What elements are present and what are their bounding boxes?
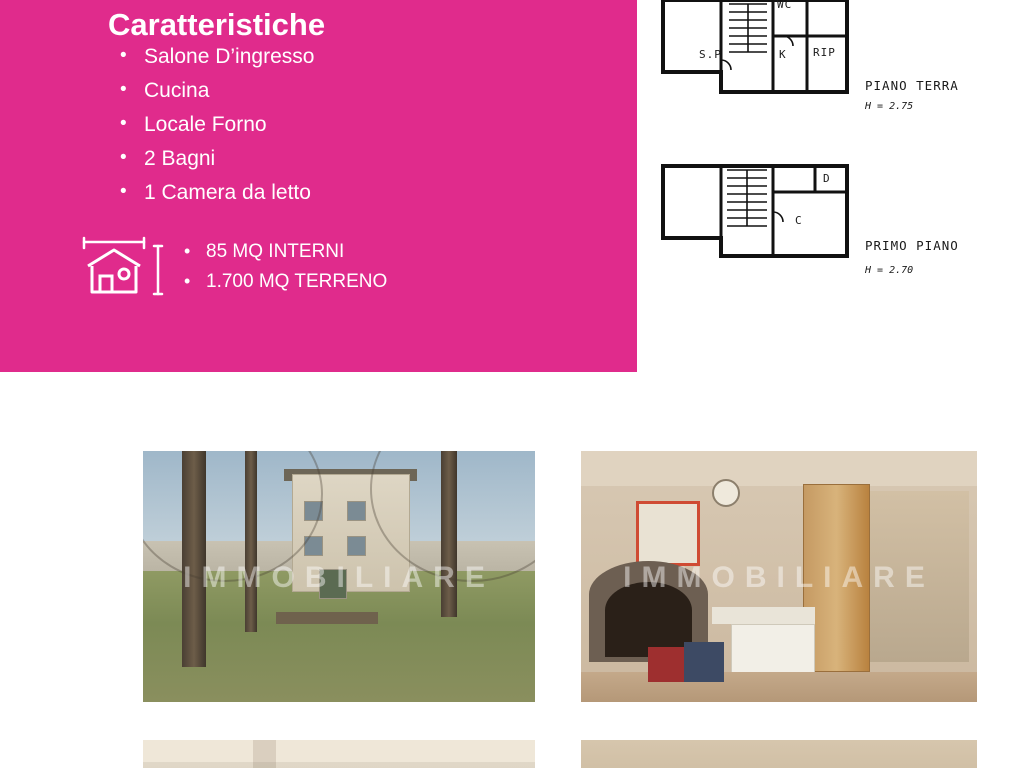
floor-plan-ground-height: H = 2.75 (865, 101, 914, 112)
photo-gallery (0, 372, 1024, 768)
list-item: • 2 Bagni (108, 142, 314, 176)
list-item: • Salone D’ingresso (108, 40, 314, 74)
features-panel (0, 0, 637, 372)
photo-watermark: IMMOBILIARE (183, 561, 495, 595)
floor-plan-first-caption: PRIMO PIANO (865, 238, 959, 253)
photo-watermark: IMMOBILIARE (623, 561, 935, 595)
area-block (80, 236, 387, 298)
photo-content (581, 740, 977, 768)
list-item: • 1.700 MQ TERRENO (182, 267, 387, 297)
room-label-d: D (823, 172, 831, 185)
floor-plan-first-height: H = 2.70 (865, 265, 914, 276)
room-label-rip: RIP (813, 46, 836, 59)
list-item: • 1 Camera da letto (108, 176, 314, 210)
room-label-k: K (779, 48, 787, 61)
features-list (108, 40, 314, 210)
house-with-measure-icon (80, 236, 166, 298)
room-label-c: C (795, 214, 803, 227)
photo-kitchen-with-oven[interactable] (581, 451, 977, 702)
floor-plan-first (655, 152, 855, 277)
floor-plan-ground-caption: PIANO TERRA (865, 78, 959, 93)
page-title: Caratteristiche (108, 6, 326, 42)
photo-exterior-house-garden[interactable] (143, 451, 535, 702)
photo-content (143, 740, 535, 768)
floor-plans-section (637, 0, 1024, 372)
list-item: • Cucina (108, 74, 314, 108)
photo-content (143, 451, 535, 702)
photo-content (581, 451, 977, 702)
list-item: • Locale Forno (108, 108, 314, 142)
room-label-wc: WC (777, 0, 793, 11)
photo-interior-room-partial[interactable] (143, 740, 535, 768)
photo-interior-wall-partial[interactable] (581, 740, 977, 768)
floor-plan-ground (655, 0, 855, 111)
list-item: • 85 MQ INTERNI (182, 237, 387, 267)
room-label-sp: S.P (699, 48, 722, 61)
area-list (182, 237, 387, 297)
